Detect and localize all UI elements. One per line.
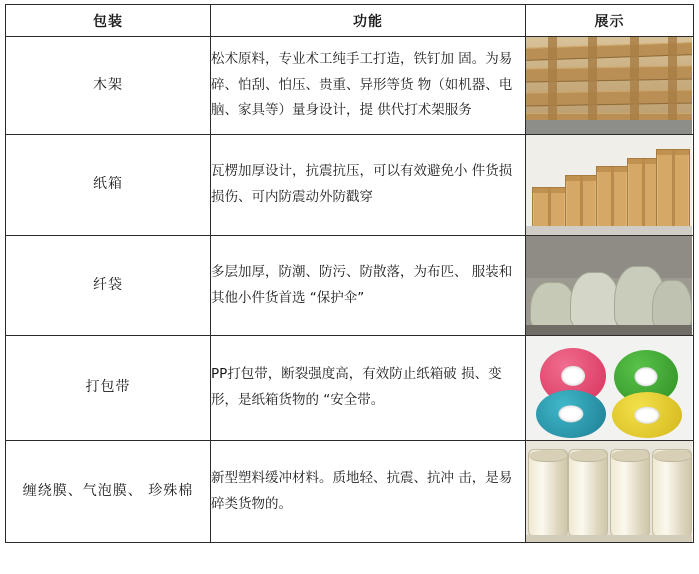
- carton-box: [532, 187, 566, 229]
- table-row: [6, 441, 694, 543]
- floor-strip: [526, 535, 692, 542]
- film-roll: [528, 449, 568, 537]
- cell-packaging-name: 木架: [6, 37, 211, 135]
- table-row: [6, 37, 694, 135]
- cell-function-text: 新型塑料缓冲材料。质地轻、抗震、抗冲 击，是易碎类货物的。: [211, 441, 526, 543]
- cell-display-image: [526, 441, 694, 543]
- floor-strip: [526, 226, 692, 235]
- table-header: [6, 5, 694, 37]
- film-roll: [610, 449, 650, 537]
- table-row: [6, 236, 694, 336]
- cell-function-text: 瓦楞加厚设计，抗震抗压，可以有效避免小 件货损损伤、可内防震动外防戳穿: [211, 135, 526, 236]
- packaging-comparison-table: [5, 4, 694, 543]
- carton-box: [565, 175, 597, 229]
- wooden-crate-photo: [526, 37, 692, 134]
- cell-packaging-name: 打包带: [6, 336, 211, 441]
- woven-bag-photo: [526, 236, 692, 335]
- table-header-row: [6, 5, 694, 37]
- cell-display-image: [526, 135, 694, 236]
- cell-packaging-name: 纸箱: [6, 135, 211, 236]
- cell-display-image: [526, 236, 694, 336]
- stretch-film-rolls-photo: [526, 441, 692, 542]
- cell-function-text: 松术原料，专业术工纯手工打造，铁钉加 固。为易碎、怕刮、怕压、贵重、异形等货 物（如机器、电脑、家具等）量身设计，提 供代打术架服务: [211, 37, 526, 135]
- floor-strip: [526, 325, 692, 335]
- background-wall: [526, 236, 692, 278]
- warehouse-floor: [526, 120, 692, 134]
- table-row: [6, 135, 694, 236]
- column-header-display: 展示: [526, 5, 694, 37]
- table-body: [6, 37, 694, 543]
- cell-function-text: 多层加厚，防潮、防污、防散落，为布匹、 服装和其他小件货首选 “保护伞”: [211, 236, 526, 336]
- film-roll: [652, 449, 692, 537]
- packing-strap-reels-photo: [526, 336, 692, 440]
- carton-box: [656, 149, 690, 229]
- cell-function-text: PP打包带，断裂强度高，有效防止纸箱破 损、变形，是纸箱货物的 “安全带。: [211, 336, 526, 441]
- carton-box: [627, 158, 659, 229]
- cell-display-image: [526, 37, 694, 135]
- cell-packaging-name: 缠绕膜、气泡膜、 珍殊棉: [6, 441, 211, 543]
- column-header-function: 功能: [211, 5, 526, 37]
- film-roll: [568, 449, 608, 537]
- carton-box: [596, 166, 628, 229]
- woven-sack: [570, 272, 620, 330]
- woven-sack: [652, 280, 692, 330]
- cell-packaging-name: 纤袋: [6, 236, 211, 336]
- packaging-table-page: [0, 4, 699, 574]
- strap-reel-yellow: [612, 392, 682, 438]
- strap-reel-blue: [536, 390, 606, 438]
- cell-display-image: [526, 336, 694, 441]
- carton-box-photo: [526, 135, 692, 235]
- column-header-packaging: 包装: [6, 5, 211, 37]
- table-row: [6, 336, 694, 441]
